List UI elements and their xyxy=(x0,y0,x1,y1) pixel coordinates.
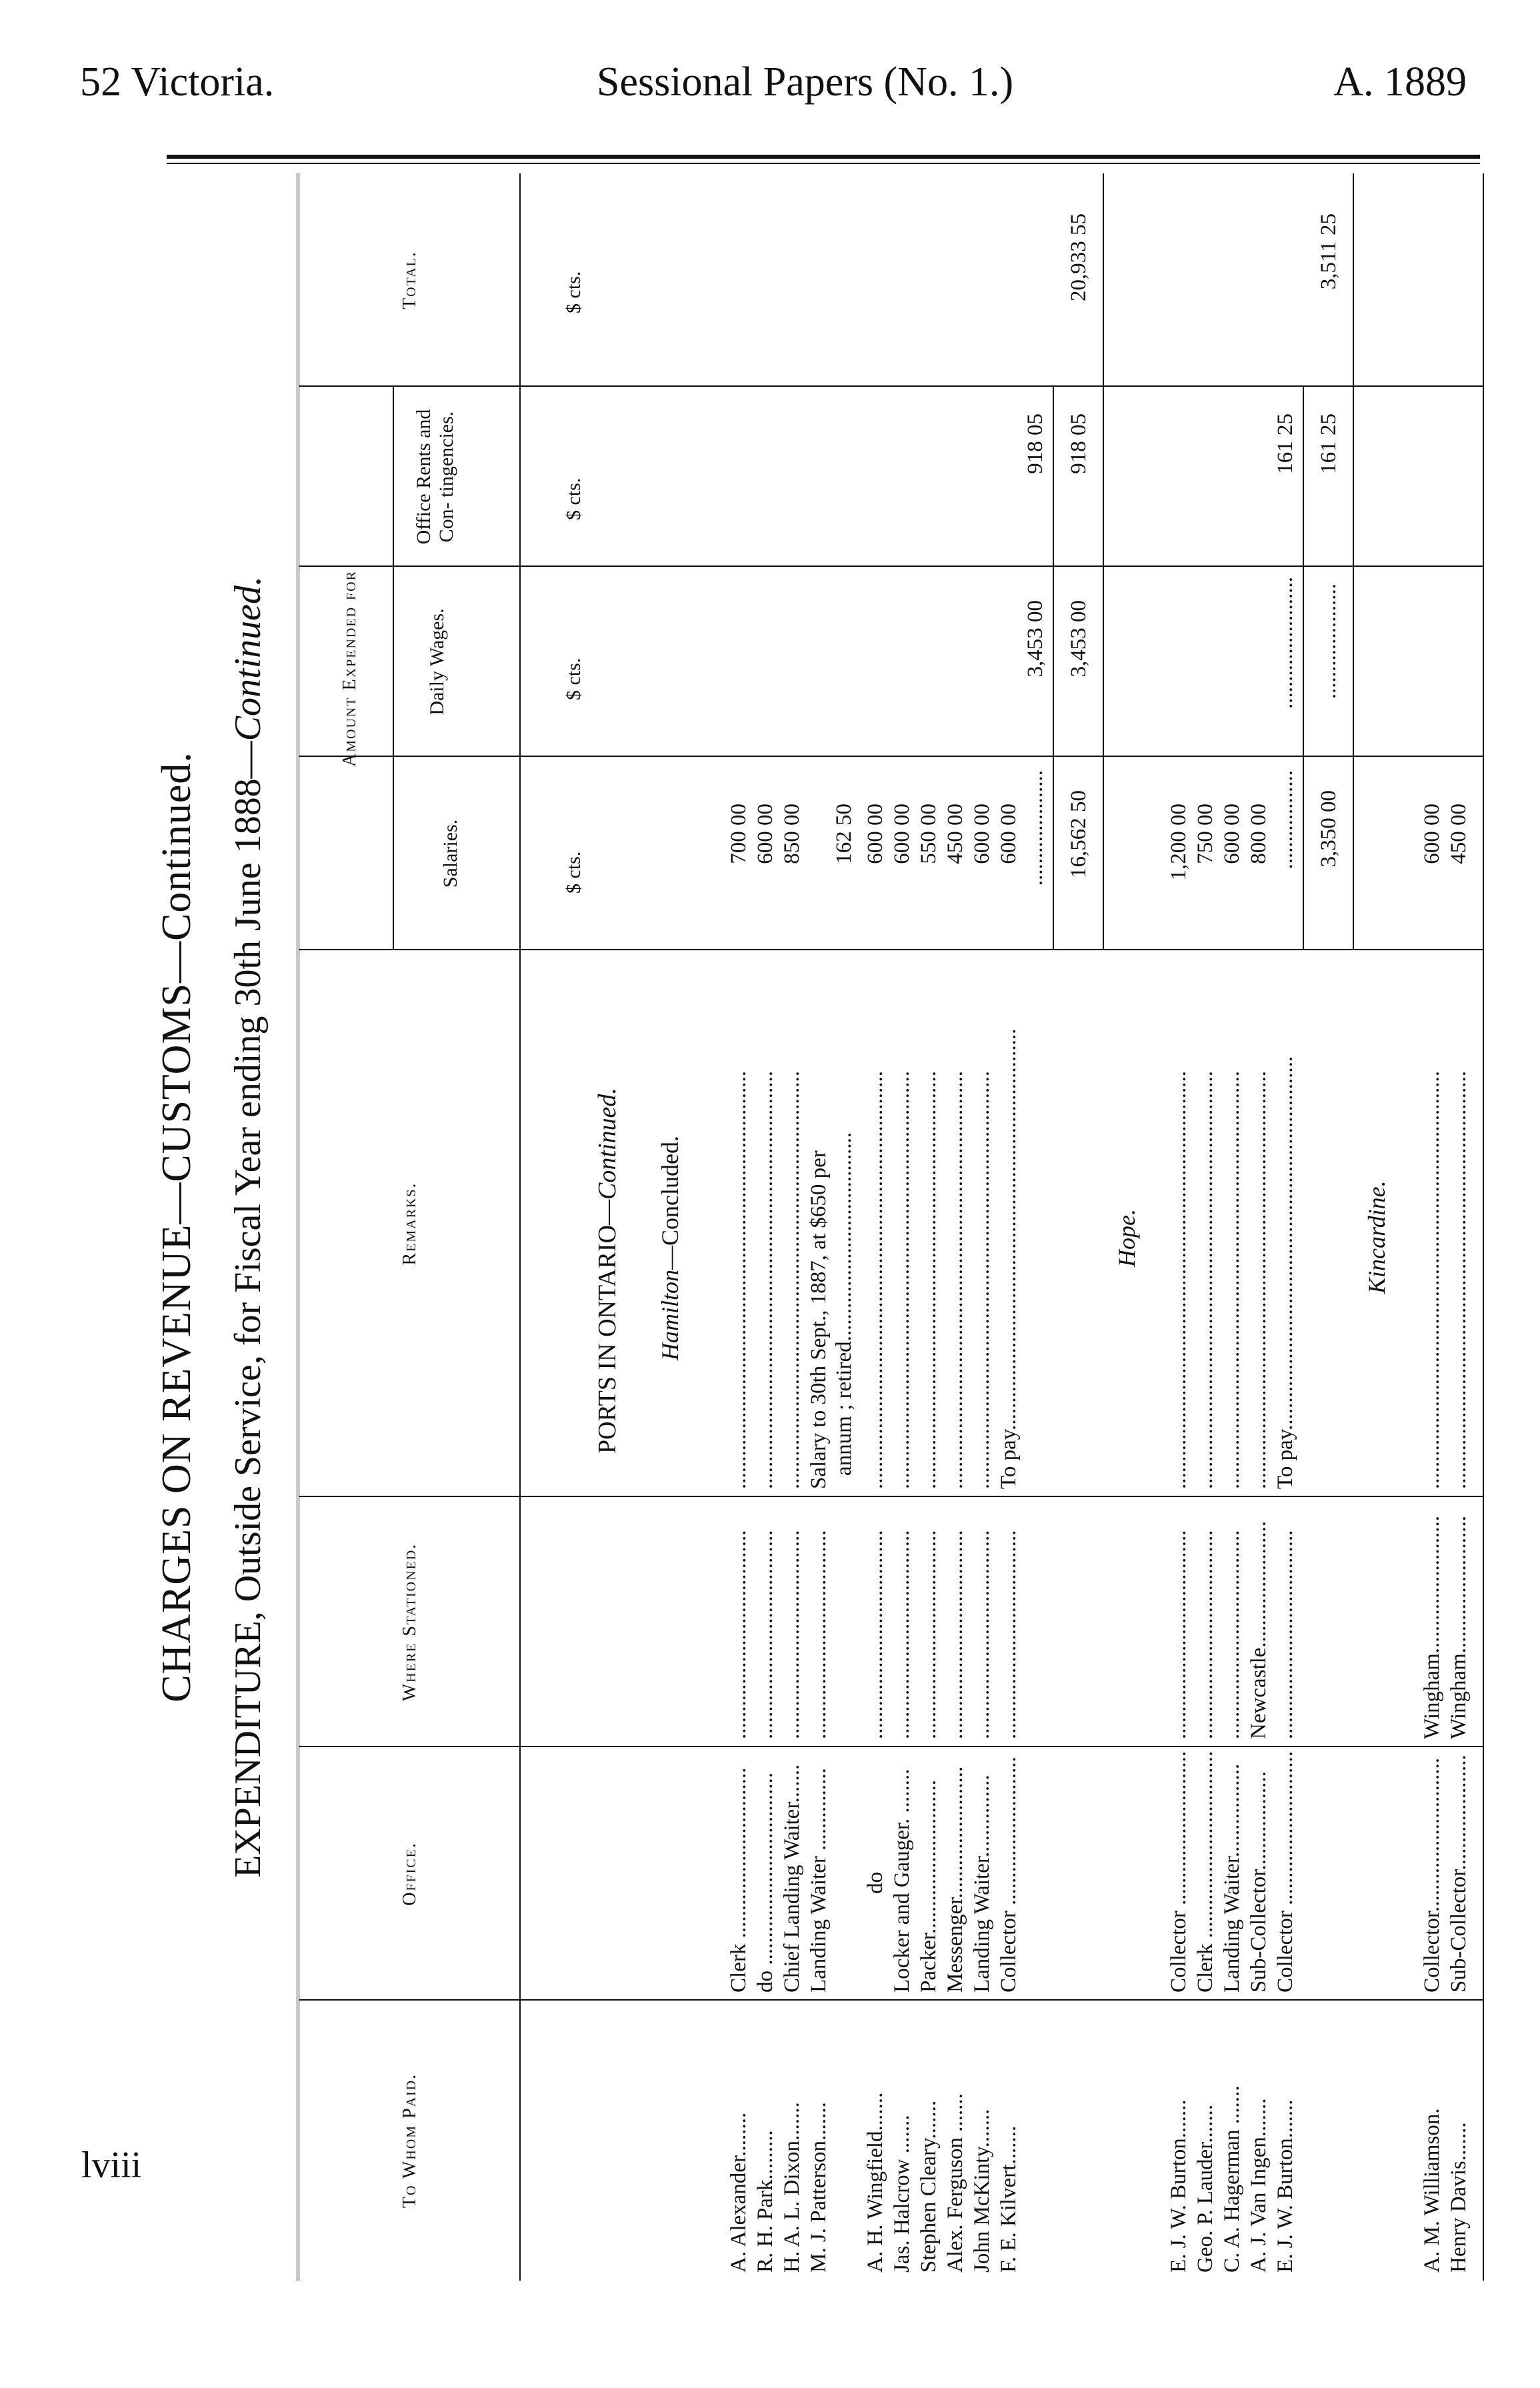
header-title: Sessional Papers (No. 1.) xyxy=(597,59,1014,105)
name-cell: Geo. P. Lauder....... xyxy=(1193,2104,1217,2273)
section-heading-prefix: PORTS IN ONTARIO— xyxy=(593,1199,621,1454)
to-pay-rents: 918 05 xyxy=(1023,413,1047,474)
where-cell: ...................................... xyxy=(997,1530,1021,1739)
total-cell: 20,933 55 xyxy=(1067,213,1091,301)
where-cell: Newcastle....................... xyxy=(1247,1520,1271,1739)
subsection-hamilton xyxy=(656,1136,684,1360)
unit-salaries: $ cts. xyxy=(563,851,585,894)
office-cell: Clerk .................................. xyxy=(1193,1750,1217,1993)
page-folio: lviii xyxy=(81,2145,142,2186)
col-header-salaries: Salaries. xyxy=(439,819,461,888)
remarks-cell: ............................................................................ xyxy=(1193,1071,1217,1489)
where-cell: ...................................... xyxy=(807,1530,831,1739)
col-header-office: Office. xyxy=(399,1842,420,1906)
salary-cell: 550 00 xyxy=(917,804,941,864)
name-cell: H. A. L. Dixon....... xyxy=(780,2102,804,2273)
salary-cell: 850 00 xyxy=(780,804,804,864)
header-year: A. 1889 xyxy=(1333,59,1467,105)
salary-cell: 450 00 xyxy=(943,804,967,864)
office-cell: do ................................... xyxy=(753,1772,777,1993)
remarks-cell: ............................................................................ xyxy=(1220,1071,1244,1489)
name-cell: A. J. Van Ingen....... xyxy=(1247,2098,1271,2273)
subtotal-rents: 918 05 xyxy=(1067,413,1091,474)
where-cell: Wingham......................... xyxy=(1420,1515,1444,1739)
name-cell: E. J. W. Burton....... xyxy=(1273,2099,1297,2273)
page-subtitle xyxy=(227,173,269,2281)
office-cell: Clerk ............................... xyxy=(727,1767,751,1993)
office-cell: Collector............................ xyxy=(1420,1758,1444,1993)
rents-cell: 161 25 xyxy=(1273,413,1297,474)
where-cell: ...................................... xyxy=(1193,1530,1217,1739)
where-cell: ...................................... xyxy=(1220,1530,1244,1739)
salary-cell: 600 00 xyxy=(753,804,777,864)
remarks-cell: ............................................................................ xyxy=(780,1071,804,1489)
remarks-cell: ............................................................................ xyxy=(1167,1071,1191,1489)
unit-rents: $ cts. xyxy=(563,477,585,520)
subtotal-rule xyxy=(1053,387,1054,950)
header-bottom-rule xyxy=(519,173,521,2281)
salary-cell: 600 00 xyxy=(1220,804,1244,864)
col-header-total: Total. xyxy=(399,251,420,309)
subtotal-salaries: 16,562 50 xyxy=(1067,790,1091,878)
running-header xyxy=(0,0,1540,133)
subtotal-rule xyxy=(1353,173,1354,950)
col-header-where-stationed: Where Stationed. xyxy=(399,1542,420,1702)
header-volume: 52 Victoria. xyxy=(80,59,275,105)
office-cell: do xyxy=(863,1872,887,1894)
name-cell: Stephen Cleary....... xyxy=(917,2100,941,2273)
salary-cell: 700 00 xyxy=(727,804,751,864)
remarks-cell: ............................................................................ xyxy=(890,1071,914,1489)
subtotal-wages: 3,453 00 xyxy=(1067,600,1091,678)
subtotal-rents: 161 25 xyxy=(1317,413,1341,474)
salary-cell: 1,200 00 xyxy=(1167,804,1191,881)
remarks-cell: ............................................................................ xyxy=(1447,1071,1471,1489)
name-cell: C. A. Hagerman ....... xyxy=(1220,2085,1244,2273)
office-cell: Collector ........................... xyxy=(997,1756,1021,1993)
office-cell: Locker and Gauger. ........ xyxy=(890,1768,914,1993)
remarks-cell: Salary to 30th Sept., 1887, at $650 per xyxy=(807,1150,831,1489)
remarks-cell: ............................................................................ xyxy=(943,1071,967,1489)
col-header-remarks: Remarks. xyxy=(399,1182,420,1266)
office-cell: Sub-Collector.................. xyxy=(1247,1771,1271,1993)
remarks-cell: ............................................................................ xyxy=(753,1071,777,1489)
office-cell: Collector ............................ xyxy=(1273,1750,1297,1993)
subtitle-prefix: EXPENDITURE, Outside Service, for Fiscal Year ending 30th June 1888— xyxy=(227,741,269,1878)
office-cell: Landing Waiter ............... xyxy=(807,1768,831,1993)
col-header-office-rents: Office Rents and Con- tingencies. xyxy=(413,409,457,545)
hamilton-label-rest: —Concluded. xyxy=(657,1136,683,1270)
header-rule-thick xyxy=(167,155,1480,159)
salary-cell: 600 00 xyxy=(863,804,887,864)
page-title: CHARGES ON REVENUE—CUSTOMS—Continued. xyxy=(154,752,199,1702)
col-divider xyxy=(299,1999,1483,2001)
name-cell: A. M. Williamson. xyxy=(1420,2108,1444,2273)
unit-total: $ cts. xyxy=(563,271,585,313)
total-cell: 3,511 25 xyxy=(1317,213,1341,290)
remarks-cell-continued: annum ; retired...................................... xyxy=(832,1132,856,1476)
col-divider xyxy=(299,385,1483,387)
col-header-to-whom-paid: To Whom Paid. xyxy=(399,2073,420,2209)
where-cell: ...................................... xyxy=(943,1530,967,1739)
where-cell: ...................................... xyxy=(890,1530,914,1739)
salary-cell: 750 00 xyxy=(1193,804,1217,864)
salary-cell: 800 00 xyxy=(1247,804,1271,864)
name-cell: A. H. Wingfield....... xyxy=(863,2092,887,2273)
to-pay-salary: ..................... xyxy=(1023,770,1047,886)
salary-cell: 600 00 xyxy=(1420,804,1444,864)
name-cell: John McKinty....... xyxy=(970,2109,994,2273)
subtotal-wages: ..................... xyxy=(1317,583,1341,700)
office-cell: Chief Landing Waiter....... xyxy=(780,1764,804,1993)
office-cell: Sub-Collector..................... xyxy=(1447,1754,1471,1993)
section-heading-suffix: Continued. xyxy=(593,1088,621,1200)
where-cell: ...................................... xyxy=(1167,1530,1191,1739)
to-pay-cell: To pay.................................................................... xyxy=(1273,1056,1297,1489)
col-header-daily-wages: Daily Wages. xyxy=(426,608,448,716)
where-cell: ...................................... xyxy=(727,1530,751,1739)
salary-cell: 600 00 xyxy=(890,804,914,864)
hamilton-label: Hamilton xyxy=(657,1269,683,1360)
where-cell: ...................................... xyxy=(780,1530,804,1739)
unit-wages: $ cts. xyxy=(563,658,585,700)
rotated-table-page xyxy=(153,173,1487,2281)
name-cell: A. Alexander........ xyxy=(727,2112,751,2273)
name-cell: M. J. Patterson....... xyxy=(807,2102,831,2273)
office-cell: Collector ............................ xyxy=(1167,1750,1191,1993)
salary-cell: 600 00 xyxy=(970,804,994,864)
where-cell: Wingham......................... xyxy=(1447,1515,1471,1739)
subtotal-salaries: 3,350 00 xyxy=(1317,790,1341,868)
salary-cell: 450 00 xyxy=(1447,804,1471,864)
subtotal-rule xyxy=(1303,387,1304,950)
remarks-cell: ............................................................................ xyxy=(917,1071,941,1489)
name-cell: Jas. Halcrow ....... xyxy=(890,2115,914,2273)
remarks-cell: ............................................................................ xyxy=(970,1071,994,1489)
where-cell: ...................................... xyxy=(970,1530,994,1739)
header-rule-thin xyxy=(167,163,1480,164)
where-cell: ...................................... xyxy=(1273,1530,1297,1739)
subsection-kincardine: Kincardine. xyxy=(1363,1180,1390,1294)
office-cell: Landing Waiter............... xyxy=(970,1774,994,1993)
where-cell: ...................................... xyxy=(863,1530,887,1739)
name-cell: Henry Davis....... xyxy=(1447,2122,1471,2273)
remarks-cell: ............................................................................ xyxy=(1247,1071,1271,1489)
wages-cell: ........................ xyxy=(1273,577,1297,709)
col-divider xyxy=(299,565,1483,567)
name-cell: E. J. W. Burton....... xyxy=(1167,2099,1191,2273)
remarks-cell: ............................................................................ xyxy=(863,1071,887,1489)
section-heading xyxy=(593,1088,622,1454)
to-pay-cell: To pay......................................................................... xyxy=(997,1028,1021,1489)
salary-cell: 162 50 xyxy=(832,804,856,864)
office-cell: Messenger........................ xyxy=(943,1766,967,1993)
where-cell: ...................................... xyxy=(917,1530,941,1739)
salary-cell: 600 00 xyxy=(997,804,1021,864)
col-divider xyxy=(299,1746,1483,1747)
remarks-cell: ............................................................................ xyxy=(727,1071,751,1489)
col-divider xyxy=(299,1496,1483,1497)
col-divider xyxy=(299,756,1483,757)
subtotal-rule xyxy=(1103,173,1104,950)
subtitle-suffix: Continued. xyxy=(227,576,269,742)
col-header-amount-expended: Amount Expended for xyxy=(339,570,360,767)
name-cell: R. H. Park......... xyxy=(753,2130,777,2273)
office-cell: Landing Waiter................. xyxy=(1220,1763,1244,1993)
office-cell: Packer............................ xyxy=(917,1780,941,1993)
name-cell: Alex. Ferguson ....... xyxy=(943,2093,967,2273)
where-cell: ...................................... xyxy=(753,1530,777,1739)
amount-group-rule xyxy=(393,387,394,950)
to-pay-wages: 3,453 00 xyxy=(1023,600,1047,678)
expenditure-table xyxy=(297,173,1484,2281)
salary-cell: .................. xyxy=(1273,770,1297,870)
remarks-cell: ............................................................................ xyxy=(1420,1071,1444,1489)
name-cell: F. E. Kilvert....... xyxy=(997,2125,1021,2273)
subsection-hope: Hope. xyxy=(1113,1209,1140,1267)
